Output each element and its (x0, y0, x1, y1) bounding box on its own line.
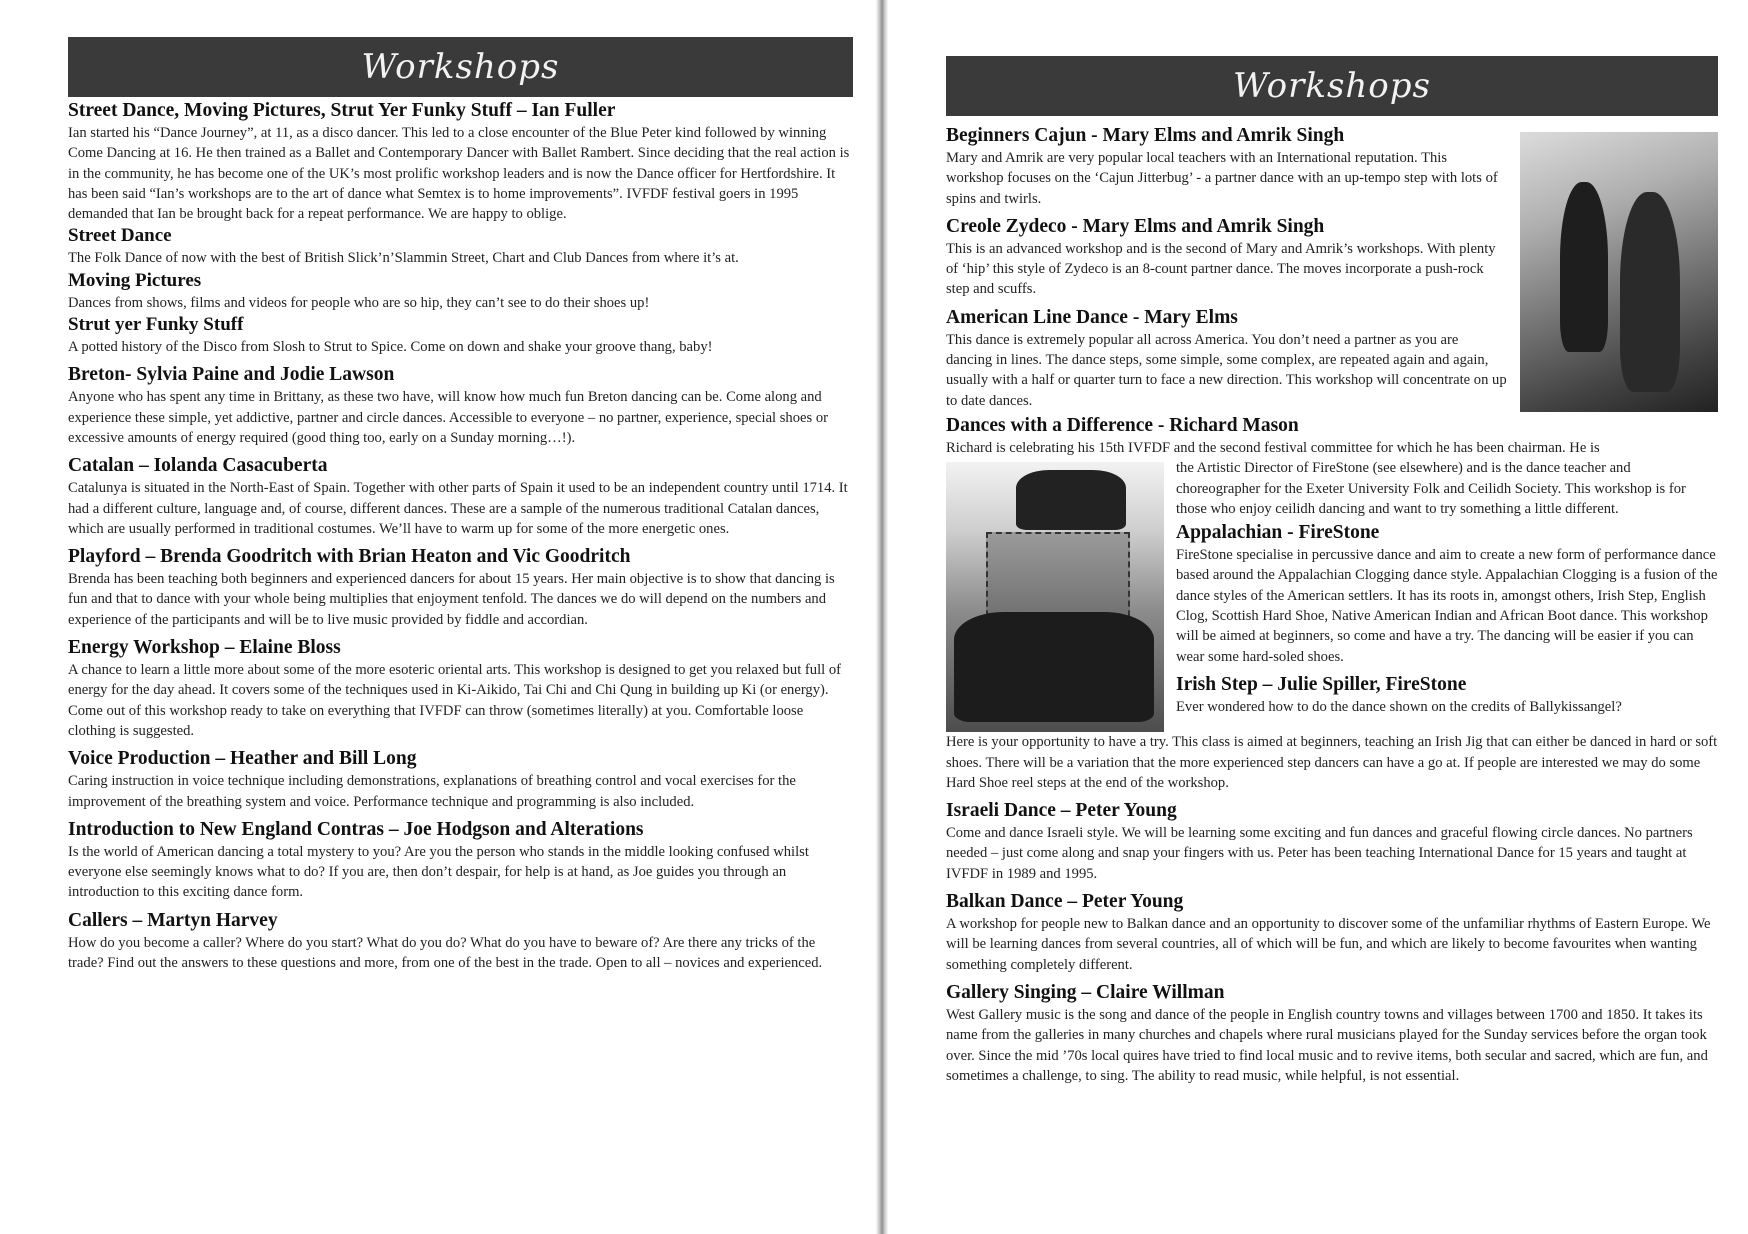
right-page (946, 0, 1718, 1086)
left-sections (68, 99, 853, 973)
section-body: A workshop for people new to Balkan dance and an opportunity to discover some of the unfamiliar rhythms of Eastern Europe. We will be learning dances from several countries, all of which will be fun, and which are likely to become favourites when wanting something completely different. (946, 916, 1711, 973)
section-body: A potted history of the Disco from Slosh to Strut to Spice. Come on down and shake your groove thang, baby! (68, 339, 713, 356)
left-page (68, 0, 853, 973)
section-title: Introduction to New England Contras – Joe Hodgson and Alterations (68, 818, 644, 840)
book-spine (876, 0, 888, 1234)
section-body: The Folk Dance of now with the best of British Slick’n’Slammin Street, Chart and Club Dances from where it’s at. (68, 250, 739, 267)
section-israeli-dance (946, 799, 1718, 884)
section-voice-production (68, 747, 853, 812)
section-body: Caring instruction in voice technique including demonstrations, explanations of breathing control and vocal exercises for the improvement of the breathing system and voice. Performance technique and programming is also included. (68, 773, 796, 810)
section-street-dance-ian-fuller (68, 99, 853, 224)
section-moving-pictures (68, 269, 853, 313)
section-title: Moving Pictures (68, 269, 202, 291)
section-title: Strut yer Funky Stuff (68, 314, 244, 336)
section-title: Balkan Dance – Peter Young (946, 891, 1184, 913)
section-body: Catalunya is situated in the North-East of Spain. Together with other parts of Spain it used to be an independent country until 1714. It had a different culture, language and, of course, different dances. These are a sample of the numerous traditional Catalan dances, which are usually performed in traditional costumes. We’ll have to warm up for some of the more energetic ones. (68, 480, 848, 537)
section-body: This dance is extremely popular all across America. You don’t need a partner as you are dancing in lines. The dance steps, some simple, some complex, are repeated again and again, usually with a half or quarter turn to face a new direction. This workshop will concentrate on up to date dances. (946, 331, 1507, 409)
section-title: Beginners Cajun - Mary Elms and Amrik Singh (946, 125, 1345, 146)
section-body: Anyone who has spent any time in Brittany, as these two have, will know how much fun Breton dancing can be. Come along and experience these simple, yet addictive, partner and circle dances. Accessible to everyone – no partner, experience, special shoes or excessive amounts of energy required (good thing too, early on a Sunday morning…!). (68, 389, 828, 446)
section-title: Street Dance (68, 225, 172, 247)
section-title: Breton- Sylvia Paine and Jodie Lawson (68, 364, 395, 386)
section-title: Appalachian - FireStone (1176, 522, 1380, 544)
section-balkan-dance (946, 890, 1718, 975)
section-playford (68, 545, 853, 630)
left-banner: Workshops (68, 37, 853, 97)
cajun-dancers-photo (1520, 132, 1718, 412)
section-title: Israeli Dance – Peter Young (946, 800, 1177, 822)
section-title: Dances with a Difference - Richard Mason (946, 415, 1299, 436)
section-catalan (68, 454, 853, 539)
group-figures-bottom (954, 612, 1154, 722)
section-new-england-contras (68, 818, 853, 903)
section-body: Brenda has been teaching both beginners and experienced dancers for about 15 years. Her main objective is to show that dancing is fun and that to dance with your whole being multiplies that enjoyment tenfold. The dances we do will depend on the numbers and experience of the participants and will be to live music provided by fiddle and accordian. (68, 571, 835, 628)
section-body: A chance to learn a little more about some of the more esoteric oriental arts. This workshop is designed to get you relaxed but full of energy for the day ahead. It covers some of the techniques used in Ki-Aikido, Tai Chi and Chi Qung in building up Ki (or energy). Come out of this workshop ready to take on everything that IVFDF can throw (sometimes literally) at you. Comfortable loose clothing is suggested. (68, 662, 841, 739)
section-callers (68, 909, 853, 974)
group-figures-top (1016, 470, 1126, 530)
section-body: Dances from shows, films and videos for people who are so hip, they can’t see to do their shoes up! (68, 294, 650, 311)
right-banner: Workshops (946, 56, 1718, 116)
section-body: How do you become a caller? Where do you start? What do you do? What do you have to beware of? Are there any tricks of the trade? Find out the answers to these questions and more, from one of the best in the trade. Open to all – novices and experienced. (68, 934, 823, 972)
section-dances-with-a-difference (946, 414, 1718, 458)
section-body: West Gallery music is the song and dance of the people in English country towns and villages between 1700 and 1850. It takes its name from the galleries in many churches and chapels where rural musicians played for the Sunday services before the organ took over. Since the mid ’70s local quires have tried to find local music and to revive items, both secular and sacred, which are fun, and sometimes a challenge, to sing. The ability to read music, while helpful, is not essential. (946, 1006, 1708, 1084)
section-title: Callers – Martyn Harvey (68, 909, 278, 931)
section-body: Is the world of American dancing a total mystery to you? Are you the person who stands in the middle looking confused whilst everyone else seemingly knows what to do? If you are, then don’t despair, for help is at hand, as Joe guides you through an introduction to this exciting dance form. (68, 843, 809, 901)
section-title: American Line Dance - Mary Elms (946, 306, 1238, 328)
dancer-figure-2 (1620, 192, 1680, 392)
dancer-figure-1 (1560, 182, 1608, 352)
section-body-intro: Ever wondered how to do the dance shown on the credits of Ballykissangel? (1176, 698, 1622, 715)
firestone-block (946, 458, 1718, 732)
section-title: Gallery Singing – Claire Willman (946, 981, 1225, 1003)
section-energy-workshop (68, 636, 853, 741)
section-body: Ian started his “Dance Journey”, at 11, as a disco dancer. This led to a close encounter of the Blue Peter kind followed by winning Come Dancing at 16. He then trained as a Ballet and Contemporary Dancer with Ballet Rambert. Since deciding that the real action is in the community, he has become one of the UK’s most prolific workshop leaders and is now the Dance officer for Hertfordshire. It has been said “Ian’s workshops are to the art of dance what Semtex is to home improvements”. IVFDF festival goers in 1995 demanded that Ian be brought back for a repeat performance. We are happy to oblige. (68, 125, 850, 223)
section-title: Playford – Brenda Goodritch with Brian Heaton and Vic Goodritch (68, 546, 631, 568)
section-body-rest: the Artistic Director of FireStone (see elsewhere) and is the dance teacher and choreographer for the Exeter University Folk and Ceilidh Society. This workshop is for those who enjoy ceilidh dancing and want to try something a little different. (1176, 460, 1686, 517)
firestone-group-photo (946, 462, 1164, 732)
section-title: Street Dance, Moving Pictures, Strut Yer Funky Stuff – Ian Fuller (68, 100, 616, 121)
section-title: Irish Step – Julie Spiller, FireStone (1176, 673, 1467, 695)
right-top-block (946, 124, 1718, 412)
section-title: Creole Zydeco - Mary Elms and Amrik Singh (946, 215, 1325, 237)
section-street-dance (68, 224, 853, 268)
section-body: Mary and Amrik are very popular local teachers with an International reputation. This workshop focuses on the ‘Cajun Jitterbug’ - a partner dance with an up-tempo step with lots of spins and twirls. (946, 150, 1498, 207)
section-gallery-singing (946, 981, 1718, 1086)
section-body: This is an advanced workshop and is the second of Mary and Amrik’s workshops. With plenty of ‘hip’ this style of Zydeco is an 8-count partner dance. The moves incorporate a push-rock step and scuffs. (946, 240, 1496, 298)
section-strut-yer-funky-stuff (68, 313, 853, 357)
irish-step-body-rest: Here is your opportunity to have a try. This class is aimed at beginners, teaching an Irish Jig that can either be danced in hard or soft shoes. There will be a variation that the more experienced step dancers can have a go at. If people are interested we may do some Hard Shoe reel steps at the end of the workshop. (946, 734, 1718, 791)
section-body: Come and dance Israeli style. We will be learning some exciting and fun dances and graceful flowing circle dances. No partners needed – just come along and snap your fingers with us. Peter has been teaching International Dance for 15 years and taught at IVFDF in 1989 and 1995. (946, 825, 1693, 882)
section-body: FireStone specialise in percussive dance and aim to create a new form of performance dance based around the Appalachian Clogging dance style. Appalachian Clogging is a fusion of the dance styles of the American settlers. It has its roots in, amongst others, Irish Step, English Clog, Scottish Hard Shoe, Native American Indian and African Boot dance. This workshop will be aimed at beginners, so come and have a try. The dancing will be easier if you can wear some hard-soled shoes. (1176, 547, 1718, 665)
section-breton (68, 363, 853, 448)
section-title: Catalan – Iolanda Casacuberta (68, 455, 328, 477)
section-title: Energy Workshop – Elaine Bloss (68, 637, 341, 659)
section-body-intro: Richard is celebrating his 15th IVFDF and the second festival committee for which he has been chairman. He is (946, 440, 1600, 456)
section-title: Voice Production – Heather and Bill Long (68, 748, 417, 770)
